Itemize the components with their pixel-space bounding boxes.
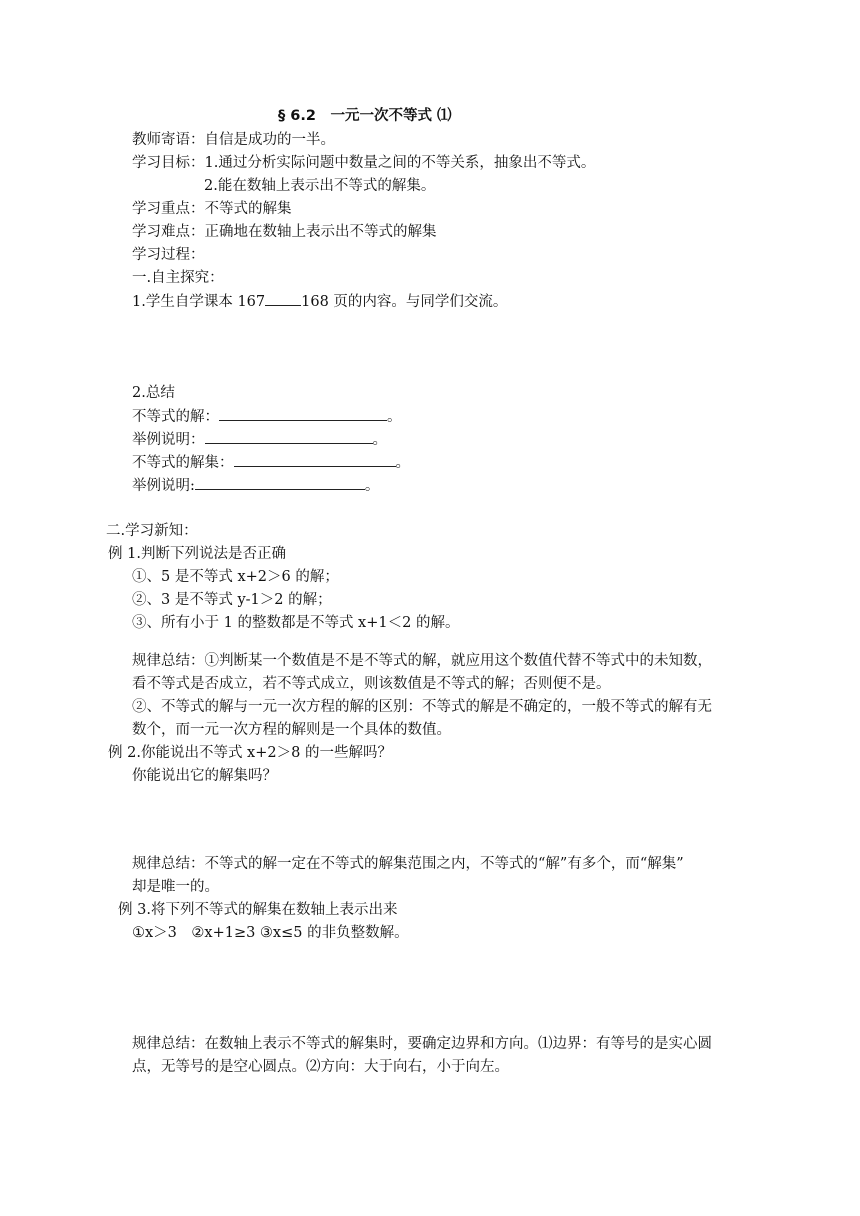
item-1-pre: 1.学生自学课本 167 [132,294,266,310]
teacher-message: 教师寄语：自信是成功的一半。 [132,132,335,148]
summary-example-label-2: 举例说明: [132,478,195,494]
section-2-heading: 二.学习新知： [106,523,198,539]
key-point: 学习重点：不等式的解集 [132,201,292,217]
summary-example-2 [132,475,379,496]
example-3-title: 例 3.将下列不等式的解集在数轴上表示出来 [118,902,398,918]
rule-1-line-4: 数个，而一元一次方程的解则是一个具体的数值。 [132,722,451,738]
example-1-b: ②、3 是不等式 y-1＞2 的解； [132,592,332,608]
period: 。 [387,409,402,425]
difficulty: 学习难点：正确地在数轴上表示出不等式的解集 [132,224,437,240]
item-1-blank [265,291,301,306]
summary-example-1 [132,429,387,450]
example-1-title: 例 1.判断下列说法是否正确 [108,546,286,562]
summary-solution-blank [219,406,387,421]
goals-label: 学习目标： [132,155,205,171]
summary-solution-set-label: 不等式的解集： [132,455,234,471]
example-1-a: ①、5 是不等式 x+2＞6 的解； [132,569,339,585]
page-title: § 6.2 一元一次不等式 ⑴ [278,108,452,124]
period: 。 [395,455,410,471]
example-3-items: ①x＞3 ②x+1≥3 ③x≤5 的非负整数解。 [132,925,409,941]
goal-2: 2.能在数轴上表示出不等式的解集。 [204,178,436,194]
rule-3-line-1: 规律总结：在数轴上表示不等式的解集时，要确定边界和方向。⑴边界：有等号的是实心圆 [132,1036,712,1052]
summary-solution-label: 不等式的解： [132,409,219,425]
goals-line-1 [132,153,595,173]
goal-1: 1.通过分析实际问题中数量之间的不等关系，抽象出不等式。 [204,155,596,171]
example-1-c: ③、所有小于 1 的整数都是不等式 x+1＜2 的解。 [132,615,460,631]
period: 。 [364,478,380,494]
summary-example-label-1: 举例说明： [132,432,205,448]
process-heading: 学习过程： [132,247,205,263]
rule-3-line-2: 点，无等号的是空心圆点。⑵方向：大于向右，小于向左。 [132,1059,509,1075]
rule-1-line-2: 看不等式是否成立，若不等式成立，则该数值是不等式的解；否则便不是。 [132,676,611,692]
summary-example-blank-2 [195,475,365,490]
rule-2-line-2: 却是唯一的。 [132,879,219,895]
rule-2-line-1: 规律总结：不等式的解一定在不等式的解集范围之内，不等式的“解”有多个，而“解集” [132,856,684,872]
summary-example-blank-1 [205,429,373,444]
summary-solution-set [132,452,410,473]
item-1 [132,291,507,312]
rule-1-line-1: 规律总结：①判断某一个数值是不是不等式的解，就应用这个数值代替不等式中的未知数， [132,653,712,669]
period: 。 [372,432,387,448]
rule-1-line-3: ②、不等式的解与一元一次方程的解的区别：不等式的解是不确定的，一般不等式的解有无 [132,699,712,715]
item-1-post: 168 页的内容。与同学们交流。 [301,294,508,310]
item-2: 2.总结 [132,385,175,401]
summary-solution [132,406,402,427]
example-2-title: 例 2.你能说出不等式 x+2＞8 的一些解吗？ [108,745,392,761]
summary-solution-set-blank [234,452,396,467]
example-2-question: 你能说出它的解集吗？ [132,768,277,784]
section-1-heading: 一.自主探究： [132,270,224,286]
